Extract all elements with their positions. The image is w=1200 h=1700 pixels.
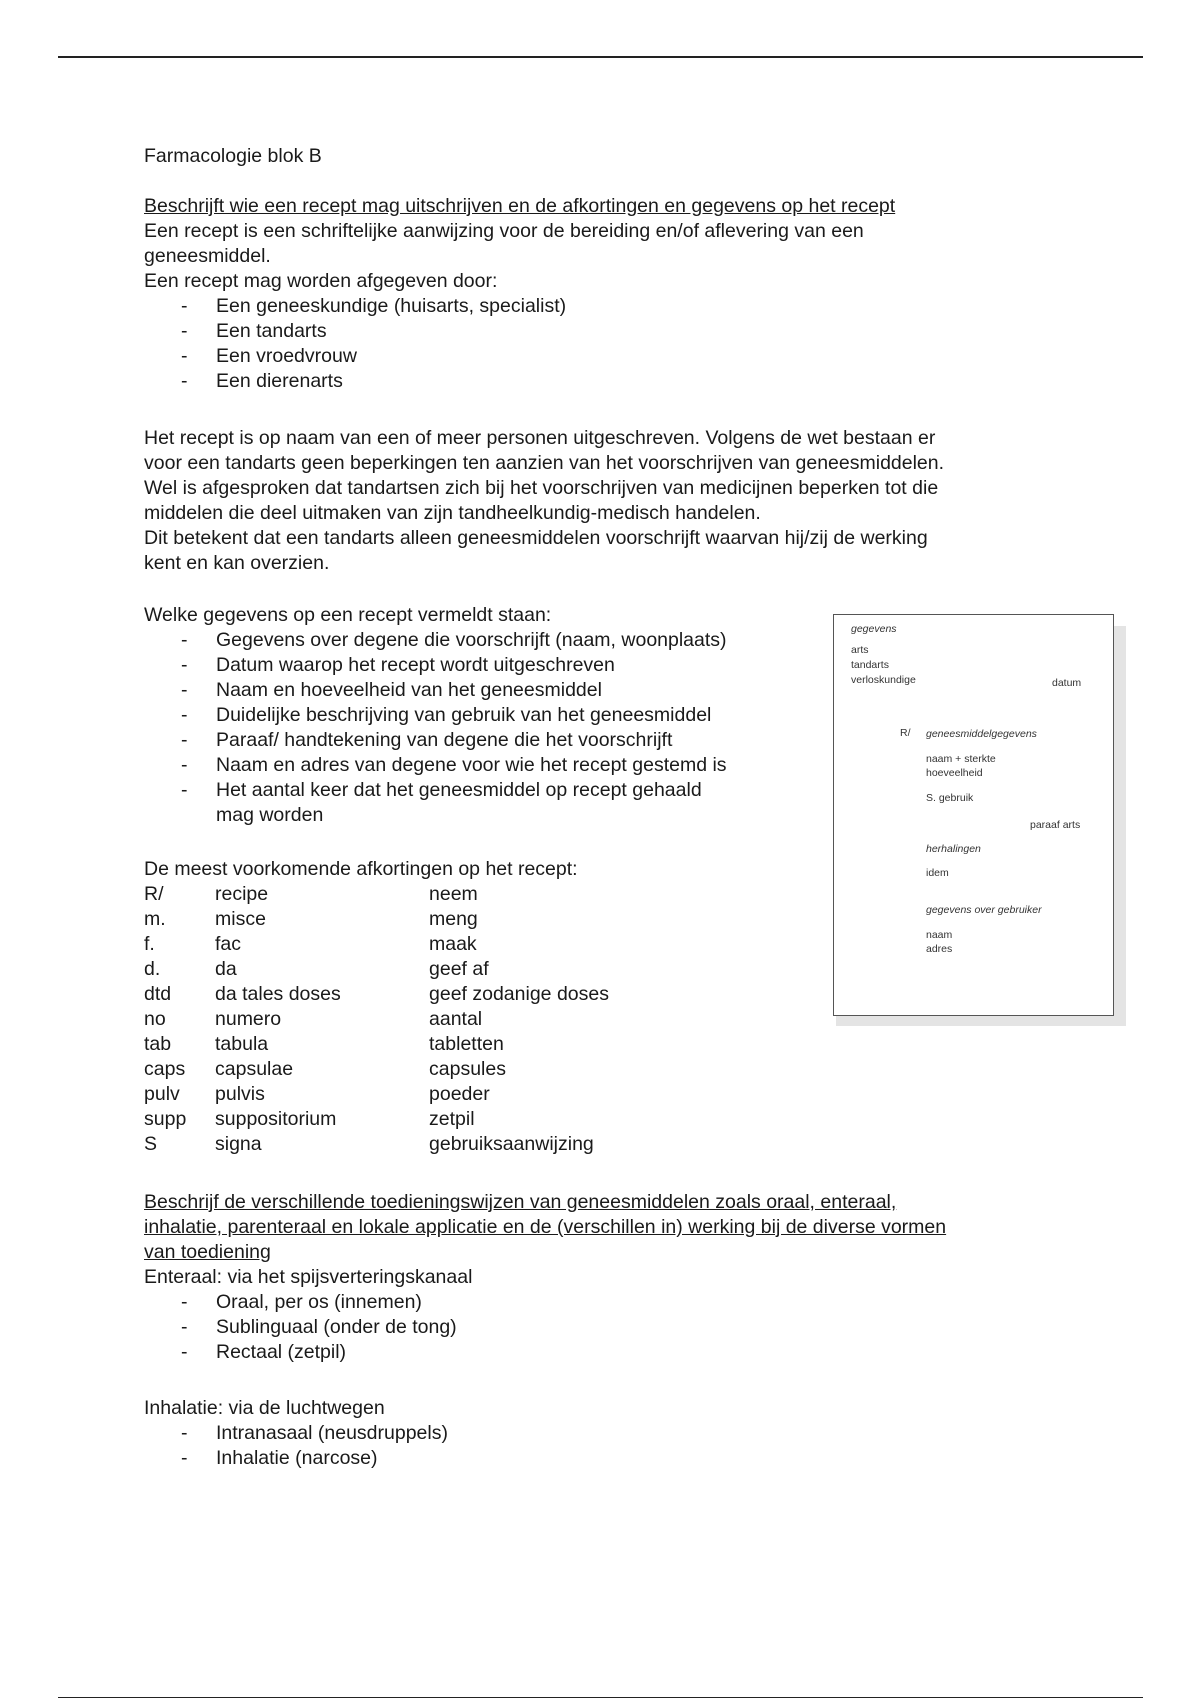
abbr-dutch: zetpil bbox=[429, 1108, 475, 1130]
abbr-latin: signa bbox=[215, 1133, 262, 1155]
figure-label-gebruik: S. gebruik bbox=[926, 792, 974, 804]
abbr-latin: recipe bbox=[215, 883, 269, 905]
figure-label-naam-sterkte: naam + sterkte bbox=[926, 753, 996, 765]
abbr-code: tab bbox=[144, 1033, 172, 1055]
section-heading-recept: Beschrijft wie een recept mag uitschrijven en de afkortingen en gegevens op het recept bbox=[144, 195, 896, 217]
list-item-text: mag worden bbox=[216, 804, 324, 826]
figure-label-naam: naam bbox=[926, 929, 953, 941]
figure-label-datum: datum bbox=[1052, 677, 1082, 689]
figure-label-geneesmiddelgegevens: geneesmiddelgegevens bbox=[926, 728, 1037, 740]
abbr-dutch: poeder bbox=[429, 1083, 490, 1105]
list-item-text: Het aantal keer dat het geneesmiddel op recept gehaald bbox=[216, 779, 702, 801]
abbr-code: dtd bbox=[144, 983, 172, 1005]
figure-label-arts: arts bbox=[851, 644, 869, 656]
details-intro: Welke gegevens op een recept vermeldt staan: bbox=[144, 604, 552, 626]
list-item-text: Een dierenarts bbox=[216, 370, 343, 392]
abbr-dutch: maak bbox=[429, 933, 477, 955]
list-item-text: Inhalatie (narcose) bbox=[216, 1447, 378, 1469]
intro-line: Een recept mag worden afgegeven door: bbox=[144, 270, 498, 292]
bullet-dash: - bbox=[181, 729, 188, 751]
list-item-text: Intranasaal (neusdruppels) bbox=[216, 1422, 448, 1444]
top-rule bbox=[58, 56, 1143, 58]
abbr-code: R/ bbox=[144, 883, 164, 905]
bullet-dash: - bbox=[181, 1291, 188, 1313]
bullet-dash: - bbox=[181, 1447, 188, 1469]
abbr-code: d. bbox=[144, 958, 161, 980]
abbr-dutch: neem bbox=[429, 883, 478, 905]
figure-label-herhalingen: herhalingen bbox=[926, 843, 981, 855]
list-item-text: Een tandarts bbox=[216, 320, 327, 342]
list-item-text: Rectaal (zetpil) bbox=[216, 1341, 347, 1363]
list-item-text: Sublinguaal (onder de tong) bbox=[216, 1316, 457, 1338]
abbr-dutch: aantal bbox=[429, 1008, 483, 1030]
bullet-dash: - bbox=[181, 629, 188, 651]
list-item-text: Een vroedvrouw bbox=[216, 345, 357, 367]
figure-label-hoeveelheid: hoeveelheid bbox=[926, 767, 983, 779]
abbr-dutch: meng bbox=[429, 908, 478, 930]
section-heading-toediening: Beschrijf de verschillende toedieningswijzen van geneesmiddelen zoals oraal, enteraal, bbox=[144, 1191, 897, 1213]
bullet-dash: - bbox=[181, 1316, 188, 1338]
intro-line: geneesmiddel. bbox=[144, 245, 271, 267]
abbr-latin: numero bbox=[215, 1008, 282, 1030]
abbr-latin: pulvis bbox=[215, 1083, 265, 1105]
list-item-text: Oraal, per os (innemen) bbox=[216, 1291, 422, 1313]
intro-line: Een recept is een schriftelijke aanwijzing voor de bereiding en/of aflevering van een bbox=[144, 220, 864, 242]
bullet-dash: - bbox=[181, 320, 188, 342]
bullet-dash: - bbox=[181, 1341, 188, 1363]
abbr-dutch: gebruiksaanwijzing bbox=[429, 1133, 594, 1155]
bullet-dash: - bbox=[181, 370, 188, 392]
bullet-dash: - bbox=[181, 654, 188, 676]
bullet-dash: - bbox=[181, 345, 188, 367]
abbr-dutch: capsules bbox=[429, 1058, 506, 1080]
bullet-dash: - bbox=[181, 1422, 188, 1444]
abbr-latin: fac bbox=[215, 933, 242, 955]
figure-label-paraaf: paraaf arts bbox=[1030, 819, 1081, 831]
bullet-dash: - bbox=[181, 704, 188, 726]
abbr-dutch: geef zodanige doses bbox=[429, 983, 609, 1005]
list-item-text: Naam en adres van degene voor wie het recept gestemd is bbox=[216, 754, 727, 776]
list-item-text: Paraaf/ handtekening van degene die het voorschrijft bbox=[216, 729, 673, 751]
paragraph-line: Dit betekent dat een tandarts alleen geneesmiddelen voorschrijft waarvan hij/zij de werking bbox=[144, 527, 928, 549]
prescription-figure bbox=[833, 614, 1114, 1016]
abbr-code: supp bbox=[144, 1108, 187, 1130]
abbr-intro: De meest voorkomende afkortingen op het recept: bbox=[144, 858, 578, 880]
paragraph-line: Wel is afgesproken dat tandartsen zich bij het voorschrijven van medicijnen beperken tot die bbox=[144, 477, 939, 499]
enteral-intro: Enteraal: via het spijsverteringskanaal bbox=[144, 1266, 473, 1288]
inhalation-intro: Inhalatie: via de luchtwegen bbox=[144, 1397, 385, 1419]
abbr-latin: da bbox=[215, 958, 237, 980]
abbr-dutch: tabletten bbox=[429, 1033, 504, 1055]
abbr-latin: suppositorium bbox=[215, 1108, 337, 1130]
document-title: Farmacologie blok B bbox=[144, 145, 322, 167]
bullet-dash: - bbox=[181, 295, 188, 317]
paragraph-line: kent en kan overzien. bbox=[144, 552, 330, 574]
abbr-latin: capsulae bbox=[215, 1058, 294, 1080]
abbr-code: m. bbox=[144, 908, 166, 930]
section-heading-toediening: van toediening bbox=[144, 1241, 271, 1263]
abbr-dutch: geef af bbox=[429, 958, 489, 980]
paragraph-line: Het recept is op naam van een of meer personen uitgeschreven. Volgens de wet bestaan er bbox=[144, 427, 936, 449]
bottom-rule bbox=[58, 1697, 1143, 1698]
paragraph-line: voor een tandarts geen beperkingen ten aanzien van het voorschrijven van geneesmiddelen. bbox=[144, 452, 945, 474]
list-item-text: Gegevens over degene die voorschrijft (naam, woonplaats) bbox=[216, 629, 727, 651]
section-heading-toediening: inhalatie, parenteraal en lokale applicatie en de (verschillen in) werking bij de diverse vormen bbox=[144, 1216, 947, 1238]
list-item-text: Een geneeskundige (huisarts, specialist) bbox=[216, 295, 567, 317]
list-item-text: Datum waarop het recept wordt uitgeschreven bbox=[216, 654, 615, 676]
abbr-code: f. bbox=[144, 933, 155, 955]
figure-label-adres: adres bbox=[926, 943, 953, 955]
bullet-dash: - bbox=[181, 754, 188, 776]
figure-label-tandarts: tandarts bbox=[851, 659, 889, 671]
abbr-code: caps bbox=[144, 1058, 186, 1080]
figure-label-gebruiker: gegevens over gebruiker bbox=[926, 904, 1042, 916]
bullet-dash: - bbox=[181, 679, 188, 701]
abbr-latin: da tales doses bbox=[215, 983, 341, 1005]
abbr-code: no bbox=[144, 1008, 166, 1030]
figure-label-verloskundige: verloskundige bbox=[851, 674, 916, 686]
figure-label-gegevens: gegevens bbox=[851, 623, 897, 635]
abbr-latin: tabula bbox=[215, 1033, 269, 1055]
list-item-text: Duidelijke beschrijving van gebruik van het geneesmiddel bbox=[216, 704, 712, 726]
figure-label-rx: R/ bbox=[900, 727, 911, 739]
paragraph-line: middelen die deel uitmaken van zijn tandheelkundig-medisch handelen. bbox=[144, 502, 761, 524]
figure-label-idem: idem bbox=[926, 867, 949, 879]
list-item-text: Naam en hoeveelheid van het geneesmiddel bbox=[216, 679, 602, 701]
abbr-code: pulv bbox=[144, 1083, 180, 1105]
abbr-latin: misce bbox=[215, 908, 266, 930]
bullet-dash: - bbox=[181, 779, 188, 801]
abbr-code: S bbox=[144, 1133, 158, 1155]
